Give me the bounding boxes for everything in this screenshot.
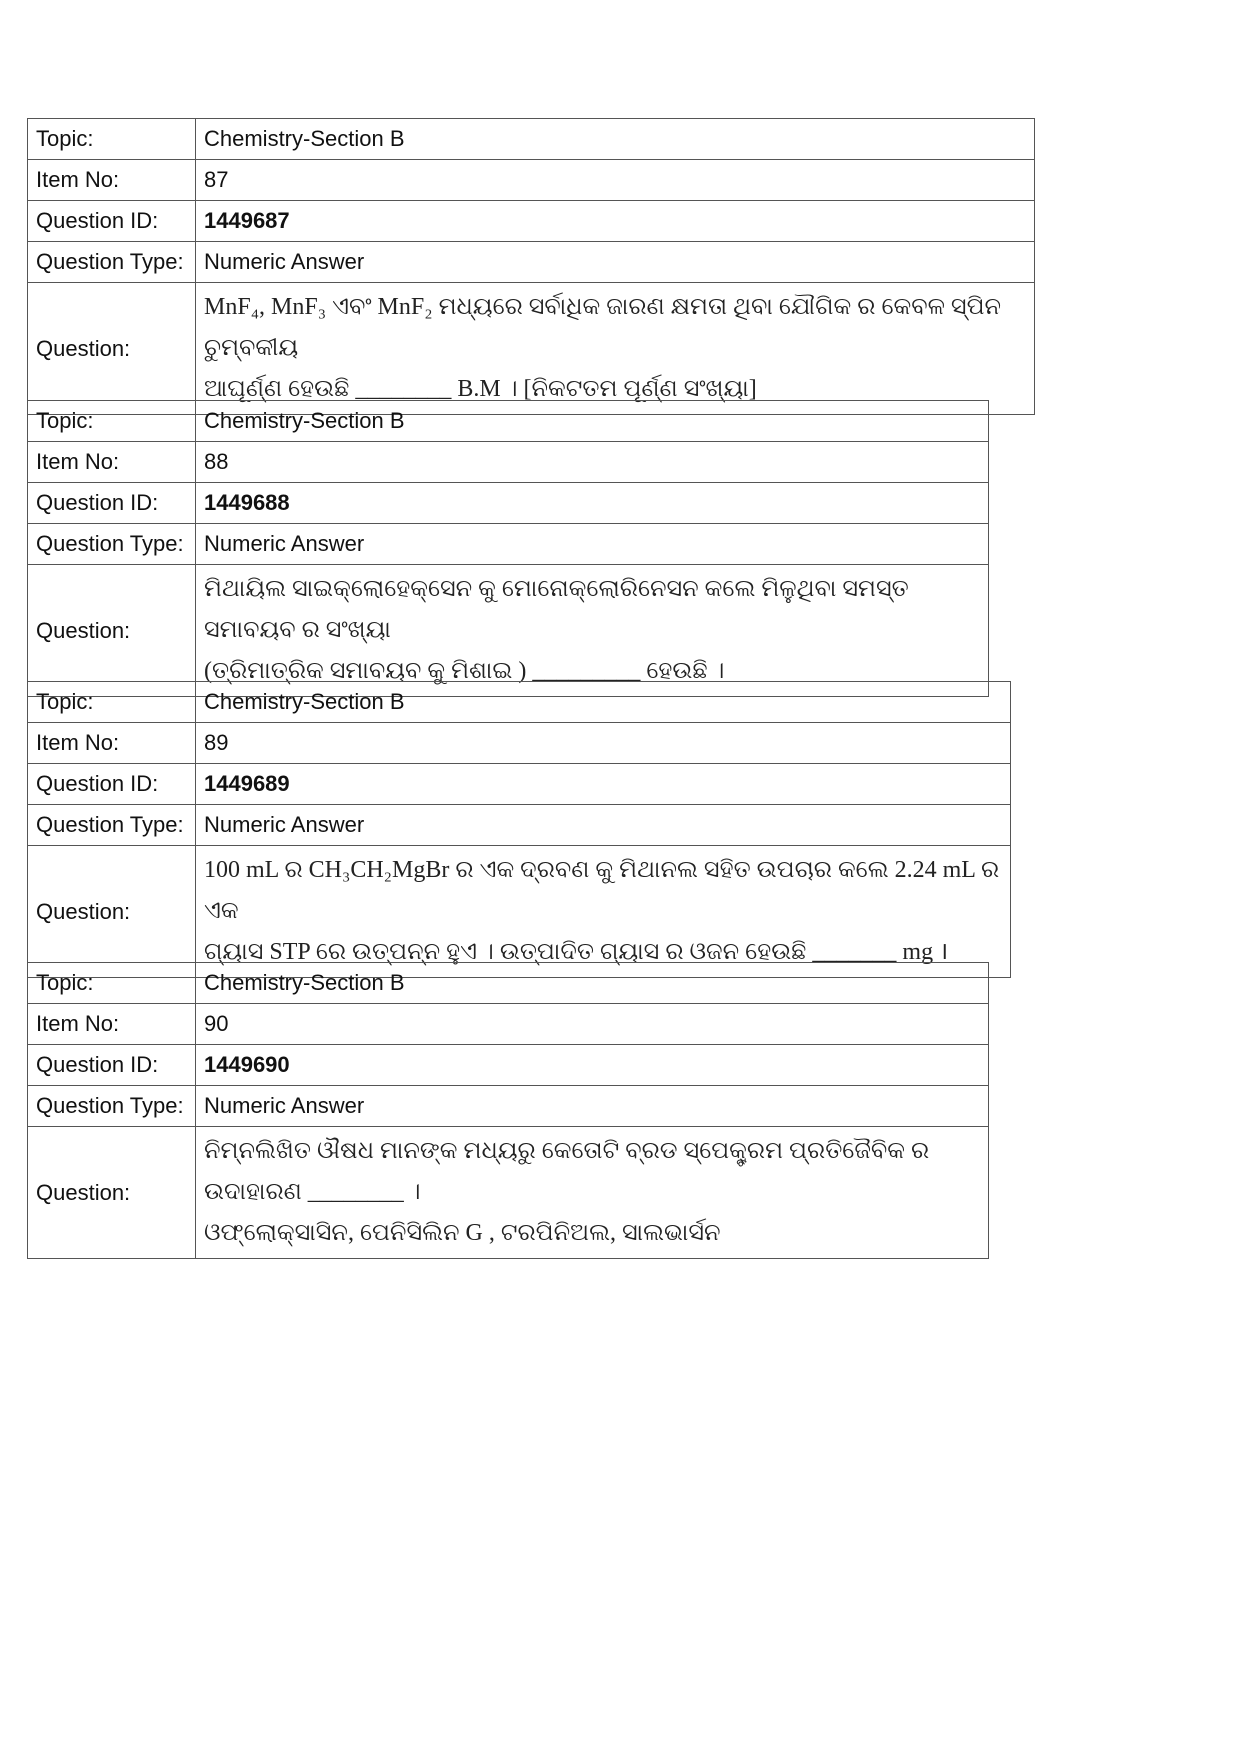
item-no-row: [28, 723, 1011, 764]
question-type-row: [28, 242, 1035, 283]
question-text-line-1: ମିଥାୟିଲ ସାଇକ୍ଲୋହେକ୍ସେନ କୁ ମୋନୋକ୍ଲୋରିନେସନ କଲେ ମିଳୁଥିବା ସମସ୍ତ ସମାବୟବ ର ସଂଖ୍ୟା: [204, 576, 909, 643]
topic-value: Chemistry-Section B: [196, 963, 989, 1004]
question-id-value: 1449688: [196, 483, 989, 524]
topic-label: Topic:: [28, 682, 196, 723]
topic-value: Chemistry-Section B: [196, 119, 1035, 160]
question-row: [28, 846, 1011, 978]
question-id-label: Question ID:: [28, 483, 196, 524]
question-row: [28, 1127, 989, 1259]
question-text-line-1: ନିମ୍ନଲିଖିତ ଔଷଧ ମାନଙ୍କ ମଧ୍ୟରୁ କେତୋଟି ବ୍ରଡ ସ୍ପେକ୍ଟ୍ରମ ପ୍ରତିଜୈବିକ ର ଉଦାହାରଣ ________ ।: [204, 1138, 930, 1205]
topic-label: Topic:: [28, 401, 196, 442]
topic-value: Chemistry-Section B: [196, 682, 1011, 723]
item-no-label: Item No:: [28, 723, 196, 764]
question-type-value: Numeric Answer: [196, 242, 1035, 283]
question-id-row: [28, 764, 1011, 805]
question-text: [196, 283, 1035, 415]
question-table-90: [27, 962, 989, 1259]
question-text: [196, 1127, 989, 1259]
question-id-row: [28, 483, 989, 524]
question-id-label: Question ID:: [28, 1045, 196, 1086]
question-text: [196, 846, 1011, 978]
question-id-row: [28, 1045, 989, 1086]
item-no-value: 87: [196, 160, 1035, 201]
question-text-line-2: (ତ୍ରିମାତ୍ରିକ ସମାବୟବ କୁ ମିଶାଇ ) _________ ହେଉଛି ।: [204, 658, 725, 684]
topic-value: Chemistry-Section B: [196, 401, 989, 442]
item-no-row: [28, 442, 989, 483]
item-no-value: 89: [196, 723, 1011, 764]
question-id-value: 1449689: [196, 764, 1011, 805]
question-text-line-2: ଆଘୂର୍ଣ୍ଣ ହେଉଛି ________ B.M । [ନିକଟତମ ପୂର୍ଣ୍ଣ ସଂଖ୍ୟା]: [204, 376, 757, 402]
item-no-label: Item No:: [28, 1004, 196, 1045]
question-label: Question:: [28, 1127, 196, 1259]
question-type-value: Numeric Answer: [196, 1086, 989, 1127]
question-type-label: Question Type:: [28, 242, 196, 283]
question-label: Question:: [28, 283, 196, 415]
question-id-row: [28, 201, 1035, 242]
question-text-line-2: ଗ୍ୟାସ STP ରେ ଉତ୍ପନ୍ନ ହୁଏ । ଉତ୍ପାଦିତ ଗ୍ୟାସ ର ଓଜନ ହେଉଛି _______ mg ।: [204, 939, 949, 965]
question-id-value: 1449690: [196, 1045, 989, 1086]
question-text-line-1: 100 mL ର CH₃CH₂MgBr ର ଏକ ଦ୍ରବଣ କୁ ମିଥାନଲ ସହିତ ଉପଚାର କଲେ 2.24 mL ର ଏକ: [204, 857, 1000, 924]
item-no-value: 90: [196, 1004, 989, 1045]
topic-row: [28, 401, 989, 442]
question-row: [28, 565, 989, 697]
item-no-label: Item No:: [28, 160, 196, 201]
question-type-row: [28, 524, 989, 565]
question-table-89: [27, 681, 1011, 978]
question-row: [28, 283, 1035, 415]
question-type-label: Question Type:: [28, 524, 196, 565]
topic-label: Topic:: [28, 119, 196, 160]
question-id-value: 1449687: [196, 201, 1035, 242]
question-label: Question:: [28, 565, 196, 697]
question-type-row: [28, 1086, 989, 1127]
question-label: Question:: [28, 846, 196, 978]
question-text-line-2: ଓଫ୍ଲୋକ୍ସାସିନ, ପେନିସିଲିନ G , ଟରପିନିଅଲ, ସାଲଭାର୍ସନ: [204, 1220, 721, 1246]
question-type-row: [28, 805, 1011, 846]
question-type-value: Numeric Answer: [196, 524, 989, 565]
item-no-value: 88: [196, 442, 989, 483]
topic-row: [28, 963, 989, 1004]
question-table-88: [27, 400, 989, 697]
item-no-label: Item No:: [28, 442, 196, 483]
question-id-label: Question ID:: [28, 201, 196, 242]
question-type-label: Question Type:: [28, 805, 196, 846]
topic-label: Topic:: [28, 963, 196, 1004]
question-id-label: Question ID:: [28, 764, 196, 805]
question-text: [196, 565, 989, 697]
question-text-line-1: MnF₄, MnF₃ ଏବଂ MnF₂ ମଧ୍ୟରେ ସର୍ବାଧିକ ଜାରଣ କ୍ଷମତା ଥିବା ଯୌଗିକ ର କେବଳ ସ୍ପିନ ଚୁମ୍ବକୀୟ: [204, 294, 1002, 361]
topic-row: [28, 682, 1011, 723]
item-no-row: [28, 160, 1035, 201]
question-type-label: Question Type:: [28, 1086, 196, 1127]
question-type-value: Numeric Answer: [196, 805, 1011, 846]
item-no-row: [28, 1004, 989, 1045]
question-table-87: [27, 118, 1035, 415]
topic-row: [28, 119, 1035, 160]
